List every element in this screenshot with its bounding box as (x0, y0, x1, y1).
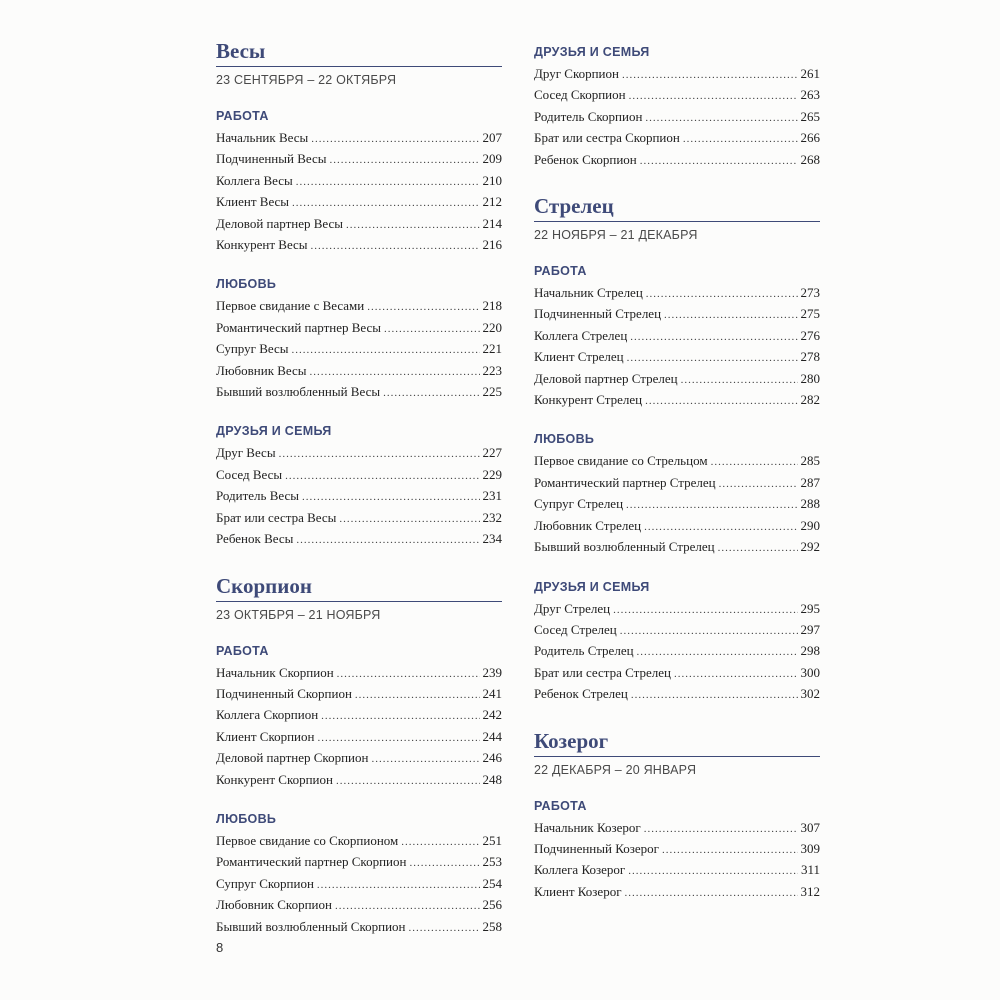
dot-leader (355, 685, 480, 705)
entry-label: Любовник Стрелец (534, 517, 642, 533)
toc-entry[interactable] (216, 917, 502, 938)
entry-label: Клиент Козерог (534, 883, 622, 899)
entry-label: Начальник Скорпион (216, 664, 334, 680)
dot-leader (329, 150, 479, 170)
zodiac-dates: 22 НОЯБРЯ – 21 ДЕКАБРЯ (534, 228, 698, 243)
entry-label: Сосед Скорпион (534, 87, 626, 103)
dot-leader (645, 108, 797, 128)
toc-entry[interactable] (534, 326, 820, 347)
entry-page-number: 227 (482, 445, 502, 461)
toc-entry[interactable] (534, 620, 820, 641)
toc-entry[interactable] (534, 537, 820, 558)
dot-leader (279, 444, 480, 464)
toc-entry[interactable] (216, 235, 502, 256)
section-title: ЛЮБОВЬ (534, 432, 595, 447)
dot-leader (664, 305, 797, 325)
entry-label: Конкурент Стрелец (534, 392, 643, 408)
entry-label: Начальник Стрелец (534, 285, 643, 301)
entry-label: Любовник Скорпион (216, 897, 332, 913)
toc-entry[interactable] (534, 599, 820, 620)
entry-label: Друг Весы (216, 445, 276, 461)
entry-page-number: 210 (482, 172, 502, 188)
dot-leader (625, 883, 798, 903)
dot-leader (384, 319, 479, 339)
title-rule (216, 601, 502, 602)
toc-entry[interactable] (534, 107, 820, 128)
entry-label: Сосед Стрелец (534, 621, 617, 637)
entry-page-number: 248 (482, 771, 502, 787)
entry-page-number: 218 (482, 298, 502, 314)
entry-page-number: 256 (482, 897, 502, 913)
entry-label: Деловой партнер Весы (216, 215, 344, 231)
entry-label: Ребенок Скорпион (534, 151, 637, 167)
title-rule (216, 66, 502, 67)
dot-leader (321, 706, 479, 726)
dot-leader (285, 466, 479, 486)
entry-label: Любовник Весы (216, 362, 307, 378)
section-title: РАБОТА (216, 109, 269, 123)
toc-entry[interactable] (216, 705, 502, 726)
entry-label: Клиент Стрелец (534, 349, 624, 365)
entry-page-number: 223 (482, 362, 502, 378)
toc-entry[interactable] (216, 486, 502, 507)
entry-page-number: 231 (482, 488, 502, 504)
entry-label: Коллега Стрелец (534, 327, 628, 343)
dot-leader (339, 509, 479, 529)
zodiac-title: Козерог (534, 728, 609, 753)
toc-entry[interactable] (216, 339, 502, 360)
entry-page-number: 302 (800, 686, 820, 702)
section-title: ЛЮБОВЬ (216, 811, 277, 826)
entry-label: Деловой партнер Скорпион (216, 750, 369, 766)
entry-page-number: 285 (800, 453, 820, 469)
entry-page-number: 221 (482, 341, 502, 357)
entry-label: Родитель Скорпион (534, 108, 643, 124)
entry-label: Сосед Весы (216, 466, 283, 482)
toc-entry[interactable] (216, 128, 502, 149)
toc-section-rabota (216, 643, 502, 791)
entry-label: Брат или сестра Весы (216, 509, 337, 525)
entry-page-number: 258 (482, 918, 502, 934)
toc-entry[interactable] (534, 347, 820, 368)
entry-page-number: 300 (800, 664, 820, 680)
toc-entry[interactable] (216, 895, 502, 916)
toc-entry[interactable] (534, 818, 820, 839)
entry-page-number: 207 (482, 130, 502, 145)
toc-entry[interactable] (534, 473, 820, 494)
dot-leader (371, 749, 479, 769)
entry-label: Супруг Весы (216, 341, 289, 357)
entry-page-number: 268 (800, 151, 820, 167)
dot-leader (681, 370, 798, 390)
entry-page-number: 265 (800, 108, 820, 124)
entry-label: Первое свидание со Скорпионом (216, 832, 399, 848)
toc-entry[interactable] (216, 318, 502, 339)
entry-page-number: 307 (800, 819, 820, 835)
toc-entry[interactable] (534, 494, 820, 515)
dot-leader (296, 530, 479, 550)
zodiac-block-kozerog (534, 728, 820, 904)
toc-section-druzya-i-semya (534, 44, 820, 171)
entry-page-number: 239 (482, 664, 502, 680)
section-title: ЛЮБОВЬ (216, 277, 277, 292)
entry-page-number: 290 (800, 517, 820, 533)
entry-page-number: 216 (482, 237, 502, 253)
toc-entry[interactable] (534, 369, 820, 390)
dot-leader (640, 151, 798, 171)
entry-page-number: 278 (800, 349, 820, 365)
dot-leader (644, 517, 797, 537)
entry-label: Конкурент Весы (216, 237, 308, 253)
toc-column-right (534, 38, 820, 925)
toc-entry[interactable] (216, 852, 502, 873)
toc-entry[interactable] (216, 465, 502, 486)
entry-page-number: 297 (800, 621, 820, 637)
dot-leader (637, 642, 798, 662)
entry-label: Подчиненный Стрелец (534, 306, 662, 322)
toc-entry[interactable] (216, 382, 502, 403)
dot-leader (674, 664, 798, 684)
entry-label: Подчиненный Весы (216, 151, 327, 167)
entry-label: Супруг Скорпион (216, 875, 314, 891)
entry-page-number: 288 (800, 496, 820, 512)
entry-label: Начальник Весы (216, 130, 309, 145)
entry-page-number: 309 (800, 840, 820, 856)
dot-leader (311, 129, 479, 149)
entry-page-number: 298 (800, 643, 820, 659)
entry-page-number: 311 (800, 862, 820, 878)
toc-entry[interactable] (216, 663, 502, 684)
entry-label: Друг Скорпион (534, 66, 619, 81)
dot-leader (317, 728, 479, 748)
section-title: ДРУЗЬЯ И СЕМЬЯ (216, 424, 332, 439)
section-title: РАБОТА (534, 264, 587, 279)
section-title: РАБОТА (534, 798, 587, 813)
entry-label: Ребенок Стрелец (534, 686, 628, 702)
dot-leader (646, 284, 798, 304)
page-number: 8 (216, 940, 224, 955)
dot-leader (346, 215, 479, 235)
entry-page-number: 232 (482, 509, 502, 525)
entry-page-number: 241 (482, 685, 502, 701)
dot-leader (383, 383, 479, 403)
toc-section-rabota (216, 108, 502, 256)
entry-page-number: 244 (482, 728, 502, 744)
entry-label: Первое свидание с Весами (216, 298, 365, 314)
toc-entry[interactable] (216, 831, 502, 852)
toc-section-rabota (534, 798, 820, 904)
entry-label: Подчиненный Скорпион (216, 685, 352, 701)
entry-page-number: 254 (482, 875, 502, 891)
entry-page-number: 251 (482, 832, 502, 848)
section-title: РАБОТА (216, 643, 269, 658)
entry-label: Коллега Весы (216, 172, 293, 188)
entry-label: Романтический партнер Стрелец (534, 474, 716, 490)
dot-leader (711, 452, 798, 472)
toc-entry[interactable] (216, 214, 502, 235)
entry-page-number: 261 (800, 66, 820, 81)
toc-entry[interactable] (534, 516, 820, 537)
entry-label: Коллега Козерог (534, 862, 626, 878)
entry-page-number: 234 (482, 531, 502, 547)
entry-page-number: 263 (800, 87, 820, 103)
entry-page-number: 273 (800, 285, 820, 301)
toc-entry[interactable] (534, 304, 820, 325)
entry-page-number: 229 (482, 466, 502, 482)
toc-entry[interactable] (534, 860, 820, 881)
toc-entry[interactable] (534, 64, 820, 85)
dot-leader (317, 875, 480, 895)
dot-leader (302, 487, 480, 507)
toc-entry[interactable] (534, 85, 820, 106)
entry-page-number: 214 (482, 215, 502, 231)
toc-entry[interactable] (216, 684, 502, 705)
toc-column-left (216, 38, 502, 960)
dot-leader (409, 918, 480, 938)
entry-label: Ребенок Весы (216, 531, 294, 547)
entry-label: Начальник Козерог (534, 819, 641, 835)
entry-label: Супруг Стрелец (534, 496, 624, 512)
section-title: ДРУЗЬЯ И СЕМЬЯ (534, 45, 650, 59)
toc-entry[interactable] (216, 727, 502, 748)
toc-entry[interactable] (216, 748, 502, 769)
entry-label: Деловой партнер Стрелец (534, 370, 678, 386)
toc-entry[interactable] (216, 874, 502, 895)
dot-leader (613, 600, 797, 620)
dot-leader (336, 771, 480, 791)
entry-page-number: 253 (482, 854, 502, 870)
dot-leader (629, 86, 798, 106)
zodiac-title: Скорпион (216, 573, 312, 598)
entry-page-number: 282 (800, 392, 820, 408)
zodiac-block-skorpion (216, 573, 502, 938)
entry-label: Друг Стрелец (534, 600, 611, 616)
entry-page-number: 312 (800, 883, 820, 899)
entry-label: Брат или сестра Скорпион (534, 130, 680, 146)
entry-page-number: 295 (800, 600, 820, 616)
entry-label: Родитель Стрелец (534, 643, 634, 659)
entry-label: Конкурент Скорпион (216, 771, 333, 787)
zodiac-title: Весы (216, 39, 266, 63)
toc-section-lyubov (216, 811, 502, 938)
dot-leader (627, 348, 798, 368)
entry-label: Бывший возлюбленный Скорпион (216, 918, 406, 934)
entry-label: Клиент Скорпион (216, 728, 315, 744)
toc-entry[interactable] (534, 882, 820, 903)
dot-leader (337, 664, 480, 684)
toc-section-lyubov (534, 431, 820, 558)
entry-label: Бывший возлюбленный Стрелец (534, 539, 715, 555)
toc-entry[interactable] (534, 150, 820, 171)
zodiac-dates: 23 СЕНТЯБРЯ – 22 ОКТЯБРЯ (216, 73, 397, 87)
dot-leader (335, 896, 480, 916)
toc-entry[interactable] (534, 684, 820, 705)
entry-page-number: 209 (482, 151, 502, 167)
toc-entry[interactable] (534, 839, 820, 860)
entry-page-number: 266 (800, 130, 820, 146)
entry-label: Родитель Весы (216, 488, 299, 504)
entry-page-number: 280 (800, 370, 820, 386)
dot-leader (409, 853, 479, 873)
entry-page-number: 212 (482, 194, 502, 210)
entry-label: Первое свидание со Стрельцом (534, 453, 708, 469)
dot-leader (367, 297, 479, 317)
dot-leader (718, 538, 798, 558)
entry-page-number: 225 (482, 384, 502, 400)
toc-entry[interactable] (216, 171, 502, 192)
entry-page-number: 242 (482, 707, 502, 723)
dot-leader (644, 819, 798, 839)
dot-leader (296, 172, 480, 192)
zodiac-block-continued (534, 44, 820, 171)
entry-label: Коллега Скорпион (216, 707, 319, 723)
entry-label: Клиент Весы (216, 194, 290, 210)
toc-entry[interactable] (216, 296, 502, 317)
dot-leader (401, 832, 479, 852)
dot-leader (291, 340, 479, 360)
entry-label: Бывший возлюбленный Весы (216, 384, 381, 400)
toc-entry[interactable] (534, 128, 820, 149)
zodiac-title: Стрелец (534, 194, 614, 219)
dot-leader (628, 861, 798, 881)
zodiac-block-vesy (216, 38, 502, 551)
toc-entry[interactable] (534, 663, 820, 684)
toc-entry[interactable] (534, 641, 820, 662)
toc-entry[interactable] (216, 149, 502, 170)
toc-section-lyubov (216, 276, 502, 403)
entry-label: Романтический партнер Скорпион (216, 854, 407, 870)
dot-leader (645, 391, 797, 411)
dot-leader (662, 840, 798, 860)
zodiac-block-strelec (534, 193, 820, 706)
entry-page-number: 276 (800, 327, 820, 343)
dot-leader (620, 621, 798, 641)
section-title: ДРУЗЬЯ И СЕМЬЯ (534, 579, 650, 594)
title-rule (534, 756, 820, 757)
dot-leader (630, 327, 797, 347)
entry-label: Подчиненный Козерог (534, 840, 659, 856)
toc-section-druzya-i-semya (534, 579, 820, 706)
toc-entry[interactable] (534, 283, 820, 304)
dot-leader (631, 685, 798, 705)
toc-entry[interactable] (216, 443, 502, 464)
dot-leader (622, 65, 798, 85)
entry-page-number: 246 (482, 750, 502, 766)
entry-page-number: 275 (800, 306, 820, 322)
entry-label: Брат или сестра Стрелец (534, 664, 671, 680)
title-rule (534, 221, 820, 222)
toc-entry[interactable] (534, 390, 820, 411)
toc-section-druzya-i-semya (216, 423, 502, 550)
zodiac-dates: 23 ОКТЯБРЯ – 21 НОЯБРЯ (216, 607, 381, 622)
entry-page-number: 287 (800, 474, 820, 490)
dot-leader (626, 495, 797, 515)
entry-label: Романтический партнер Весы (216, 319, 382, 335)
zodiac-dates: 22 ДЕКАБРЯ – 20 ЯНВАРЯ (534, 762, 697, 777)
toc-entry[interactable] (534, 451, 820, 472)
dot-leader (719, 474, 798, 494)
toc-section-rabota (534, 263, 820, 411)
entry-page-number: 220 (482, 319, 502, 335)
toc-entry[interactable] (216, 770, 502, 791)
toc-entry[interactable] (216, 192, 502, 213)
toc-entry[interactable] (216, 508, 502, 529)
dot-leader (310, 362, 480, 382)
dot-leader (292, 193, 479, 213)
dot-leader (683, 129, 798, 149)
toc-entry[interactable] (216, 361, 502, 382)
toc-entry[interactable] (216, 529, 502, 550)
entry-page-number: 292 (800, 539, 820, 555)
dot-leader (311, 236, 480, 256)
